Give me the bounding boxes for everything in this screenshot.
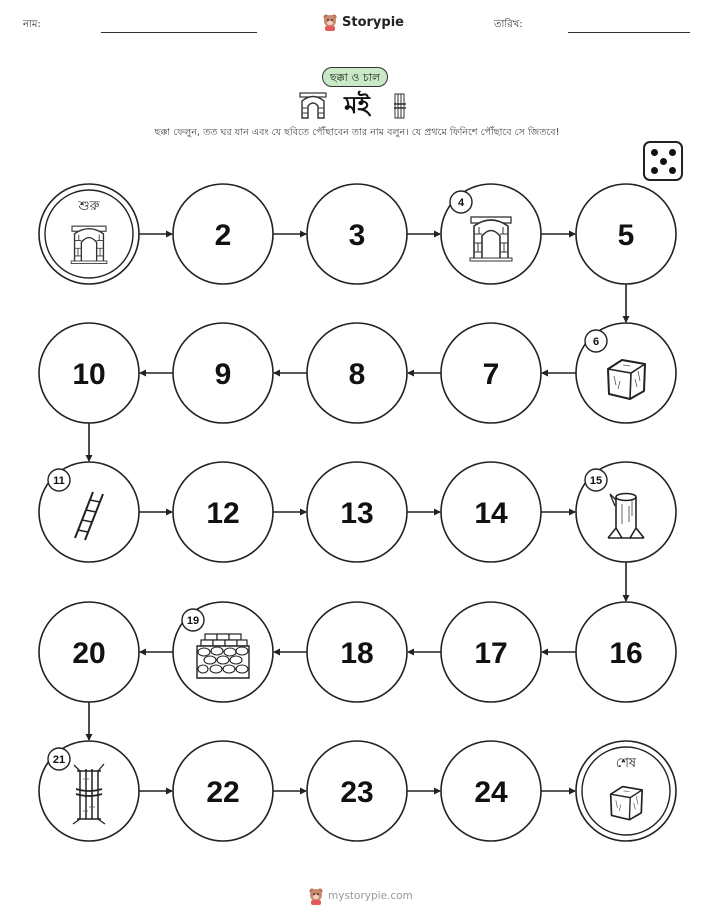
cell-number: 6 [592, 336, 600, 348]
block-icon [611, 787, 642, 820]
game-title: মই [344, 91, 370, 119]
cell-number: 7 [482, 358, 500, 391]
board-cell-7[interactable] [441, 323, 541, 423]
brand-name: Storypie [342, 14, 404, 30]
cell-number: 12 [206, 497, 240, 530]
board-cell-6[interactable] [576, 323, 676, 423]
cell-number: 10 [72, 358, 106, 391]
board-cell-9[interactable] [173, 323, 273, 423]
cell-number: 8 [348, 358, 366, 391]
board-cell-17[interactable] [441, 602, 541, 702]
finish-label: শেষ [615, 756, 637, 771]
board-cell-25[interactable] [576, 741, 676, 841]
board-cell-22[interactable] [173, 741, 273, 841]
cell-number: 16 [609, 637, 643, 670]
game-instructions: ছক্কা ফেলুন, তত ঘর যান এবং যে ছবিতে পৌঁছাবেন তার নাম বলুন। যে প্রথমে ফিনিশে পৌঁছাবে সে জিতবে! [154, 127, 560, 138]
board-cell-19[interactable] [173, 602, 273, 702]
board-cell-3[interactable] [307, 184, 407, 284]
name-label: নাম: [23, 19, 41, 30]
board-cell-20[interactable] [39, 602, 139, 702]
cell-number: 9 [214, 358, 232, 391]
cell-number: 3 [348, 219, 366, 252]
board-cell-14[interactable] [441, 462, 541, 562]
cell-number: 14 [474, 497, 508, 530]
footer-bear-icon [308, 887, 324, 905]
board-cell-12[interactable] [173, 462, 273, 562]
cell-number: 19 [186, 615, 200, 627]
board-cell-18[interactable] [307, 602, 407, 702]
board-cell-13[interactable] [307, 462, 407, 562]
board-cell-10[interactable] [39, 323, 139, 423]
cell-number: 15 [589, 475, 603, 487]
board-cell-15[interactable] [576, 462, 676, 562]
cell-number: 4 [457, 197, 465, 209]
cell-number: 23 [340, 776, 374, 809]
board-cell-24[interactable] [441, 741, 541, 841]
board-cell-1[interactable] [39, 184, 139, 284]
start-label: শুরু [78, 199, 100, 214]
game-type-badge: ছক্কা ও চাল [322, 67, 388, 87]
cell-number: 2 [214, 219, 232, 252]
board-cell-8[interactable] [307, 323, 407, 423]
board-cell-11[interactable] [39, 462, 139, 562]
cell-number: 22 [206, 776, 240, 809]
cell-number: 17 [474, 637, 508, 670]
board-cell-23[interactable] [307, 741, 407, 841]
board-cell-16[interactable] [576, 602, 676, 702]
footer [308, 887, 413, 905]
board-cell-4[interactable] [441, 184, 541, 284]
cell-number: 11 [53, 475, 65, 487]
cell-number: 5 [617, 219, 635, 252]
cell-number: 20 [72, 637, 106, 670]
board-cell-2[interactable] [173, 184, 273, 284]
stone-wall-icon [197, 634, 249, 678]
footer-url[interactable]: mystorypie.com [328, 890, 413, 902]
board-cell-5[interactable] [576, 184, 676, 284]
cell-number: 18 [340, 637, 374, 670]
block-icon [608, 360, 645, 399]
board-cell-21[interactable] [39, 741, 139, 841]
cell-number: 13 [340, 497, 374, 530]
cell-number: 24 [474, 776, 508, 809]
cell-number: 21 [52, 754, 66, 766]
date-label: তারিখ: [494, 19, 523, 30]
